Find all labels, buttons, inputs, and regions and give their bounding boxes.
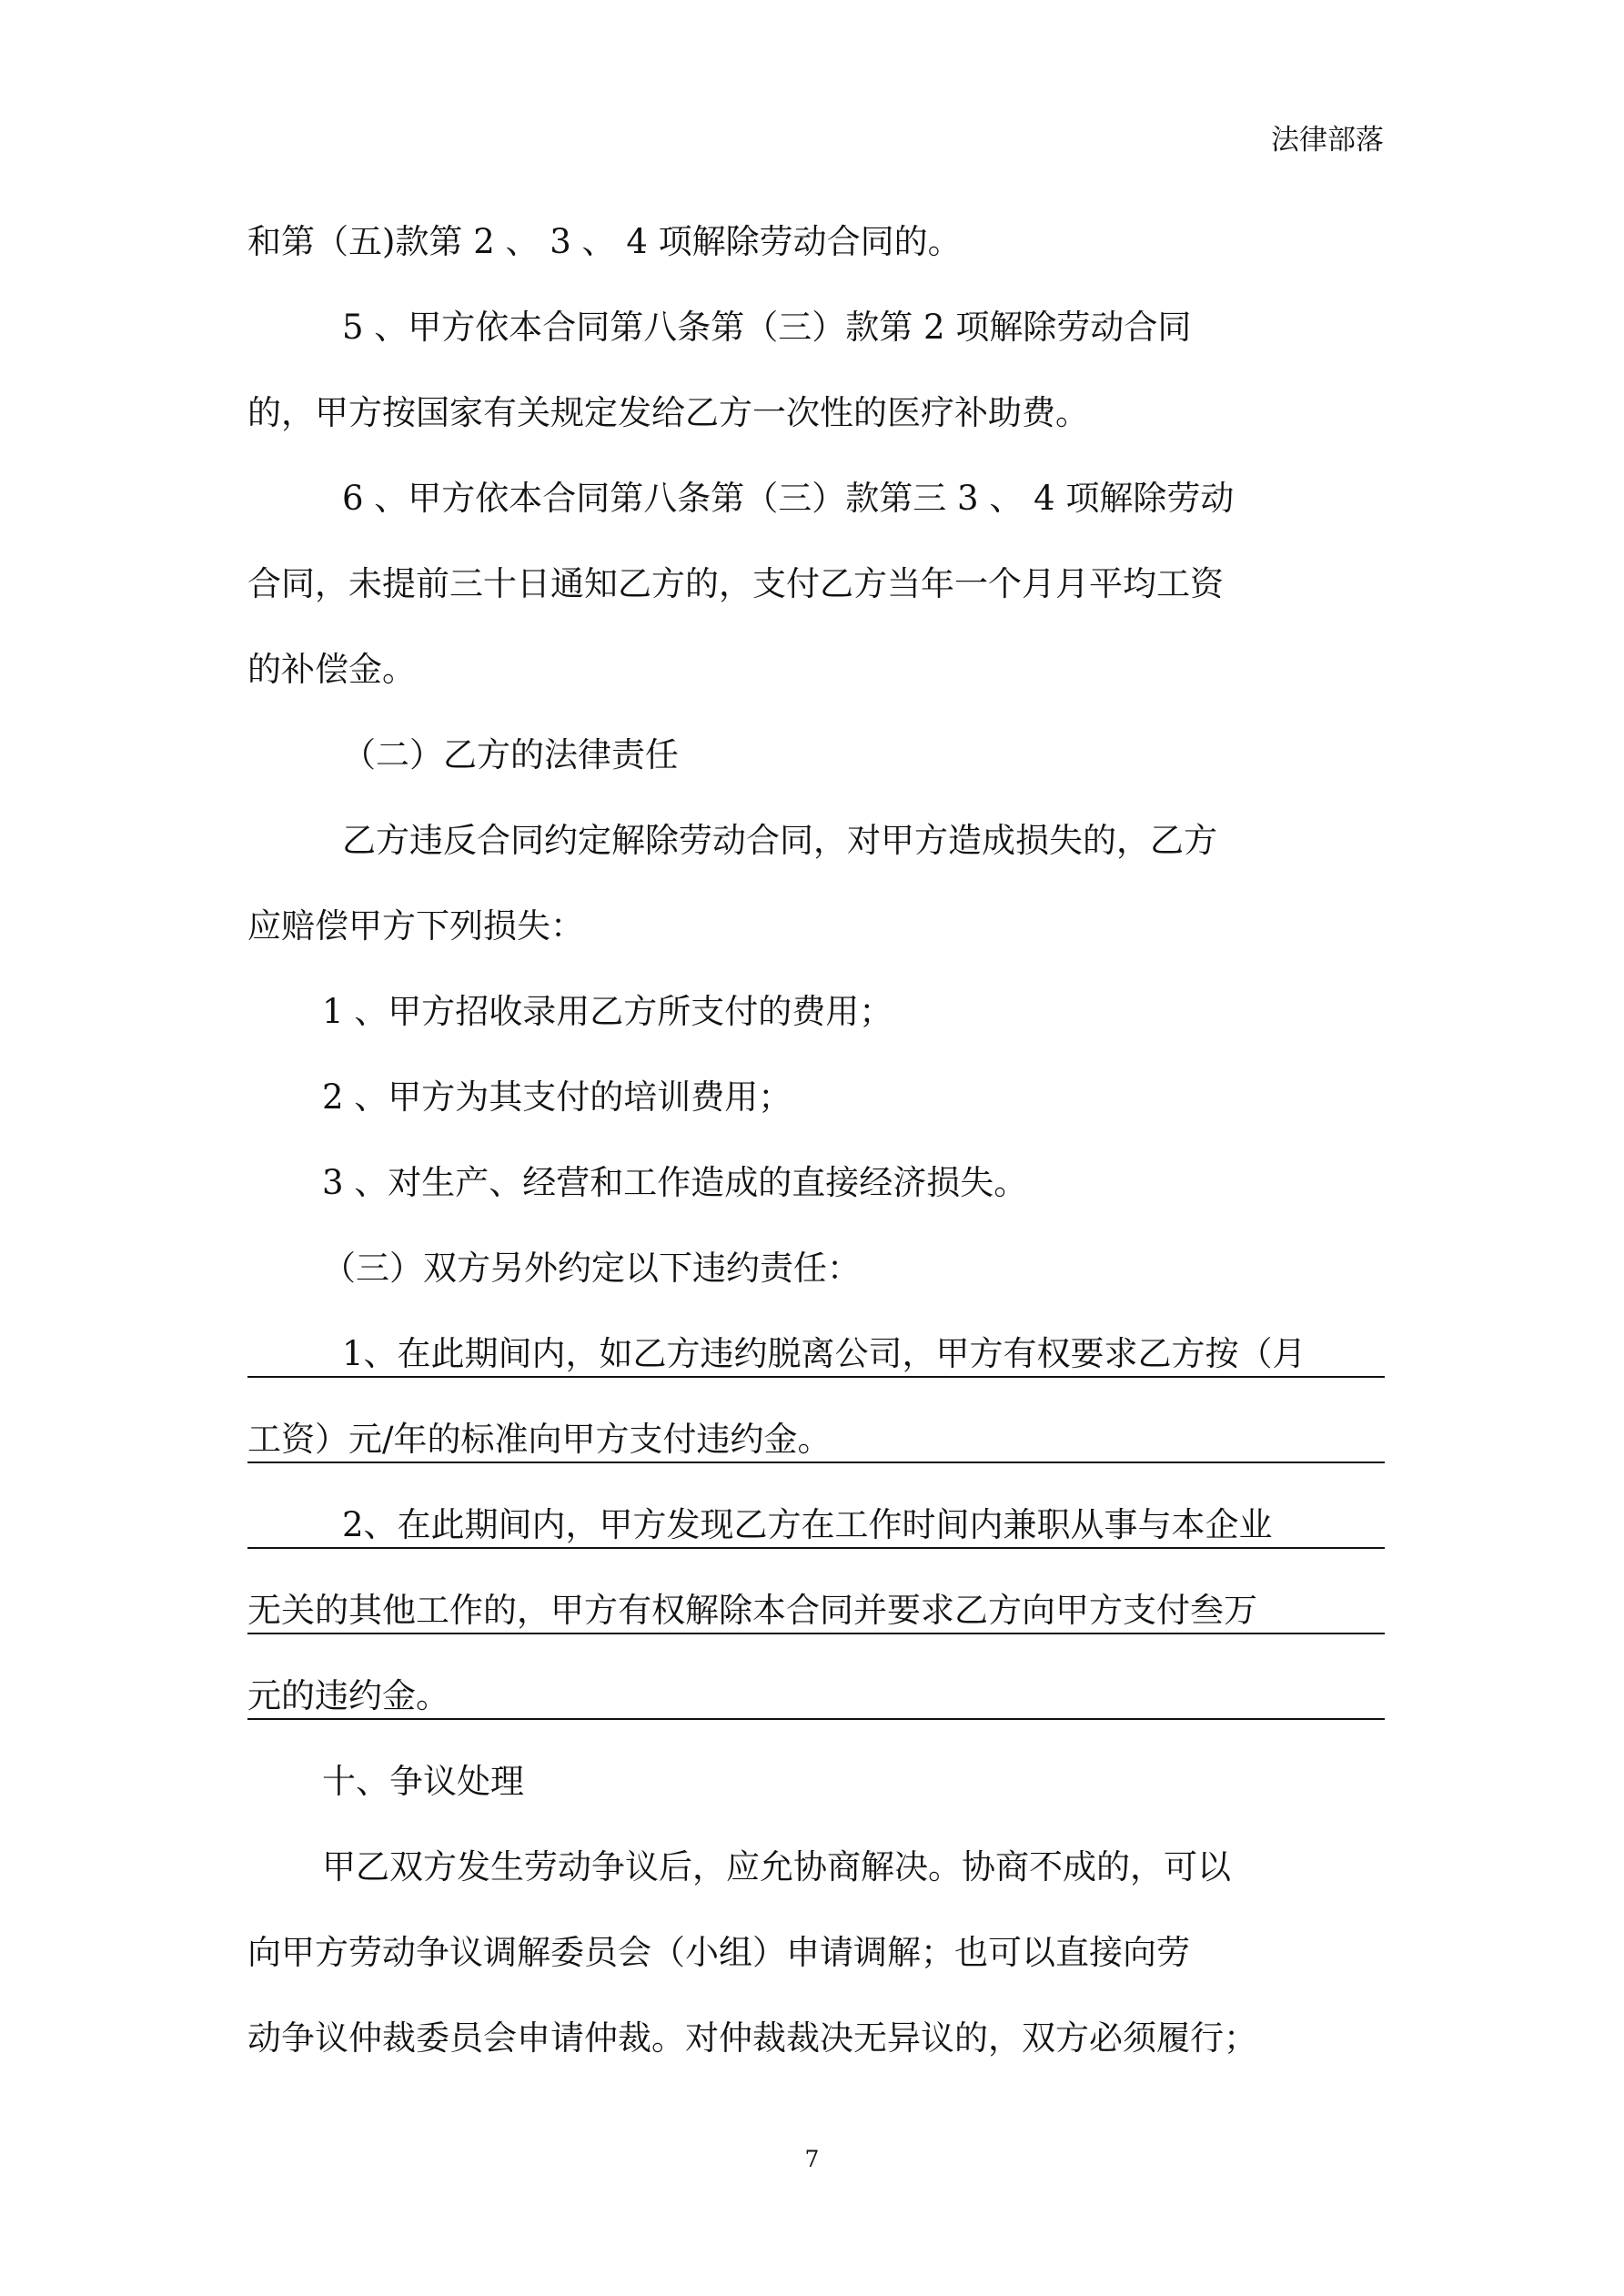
section-heading: 十、争议处理 (322, 1762, 524, 1801)
underlined-clause-line: 无关的其他工作的，甲方有权解除本合同并要求乙方向甲方支付叁万 (247, 1589, 1385, 1634)
list-item: 2 、甲方为其支付的培训费用； (322, 1077, 792, 1117)
list-item: 1 、甲方招收录用乙方所支付的费用； (322, 992, 893, 1031)
body-line: 6 、甲方依本合同第八条第（三）款第三 3 、 4 项解除劳动 (342, 479, 1235, 518)
body-line: 乙方违反合同约定解除劳动合同，对甲方造成损失的，乙方 (342, 821, 1217, 860)
body-line: 的补偿金。 (247, 650, 416, 689)
body-line: 的，甲方按国家有关规定发给乙方一次性的医疗补助费。 (247, 393, 1089, 432)
list-item: 3 、对生产、经营和工作造成的直接经济损失。 (322, 1163, 1028, 1202)
body-line: 应赔偿甲方下列损失： (247, 906, 584, 946)
body-line: 5 、甲方依本合同第八条第（三）款第 2 项解除劳动合同 (342, 308, 1192, 347)
body-line: 动争议仲裁委员会申请仲裁。对仲裁裁决无异议的，双方必须履行； (247, 2018, 1257, 2058)
underlined-clause-line: 1、在此期间内，如乙方违约脱离公司，甲方有权要求乙方按（月 (247, 1332, 1385, 1378)
page-number: 7 (804, 2146, 820, 2172)
section-heading: （二）乙方的法律责任 (342, 735, 679, 774)
underlined-clause-line: 工资）元/年的标准向甲方支付违约金。 (247, 1418, 1385, 1463)
body-line: 和第（五)款第 2 、 3 、 4 项解除劳动合同的。 (247, 222, 962, 261)
body-line: 合同，未提前三十日通知乙方的，支付乙方当年一个月月平均工资 (247, 564, 1224, 603)
underlined-clause-line: 2、在此期间内，甲方发现乙方在工作时间内兼职从事与本企业 (247, 1503, 1385, 1549)
body-line: 甲乙双方发生劳动争议后，应允协商解决。协商不成的，可以 (322, 1847, 1231, 1886)
body-line: 向甲方劳动争议调解委员会（小组）申请调解；也可以直接向劳 (247, 1933, 1190, 1972)
section-heading: （三）双方另外约定以下违约责任： (322, 1249, 861, 1288)
underlined-clause-line: 元的违约金。 (247, 1674, 1385, 1720)
page-header: 法律部落 (1271, 124, 1384, 157)
